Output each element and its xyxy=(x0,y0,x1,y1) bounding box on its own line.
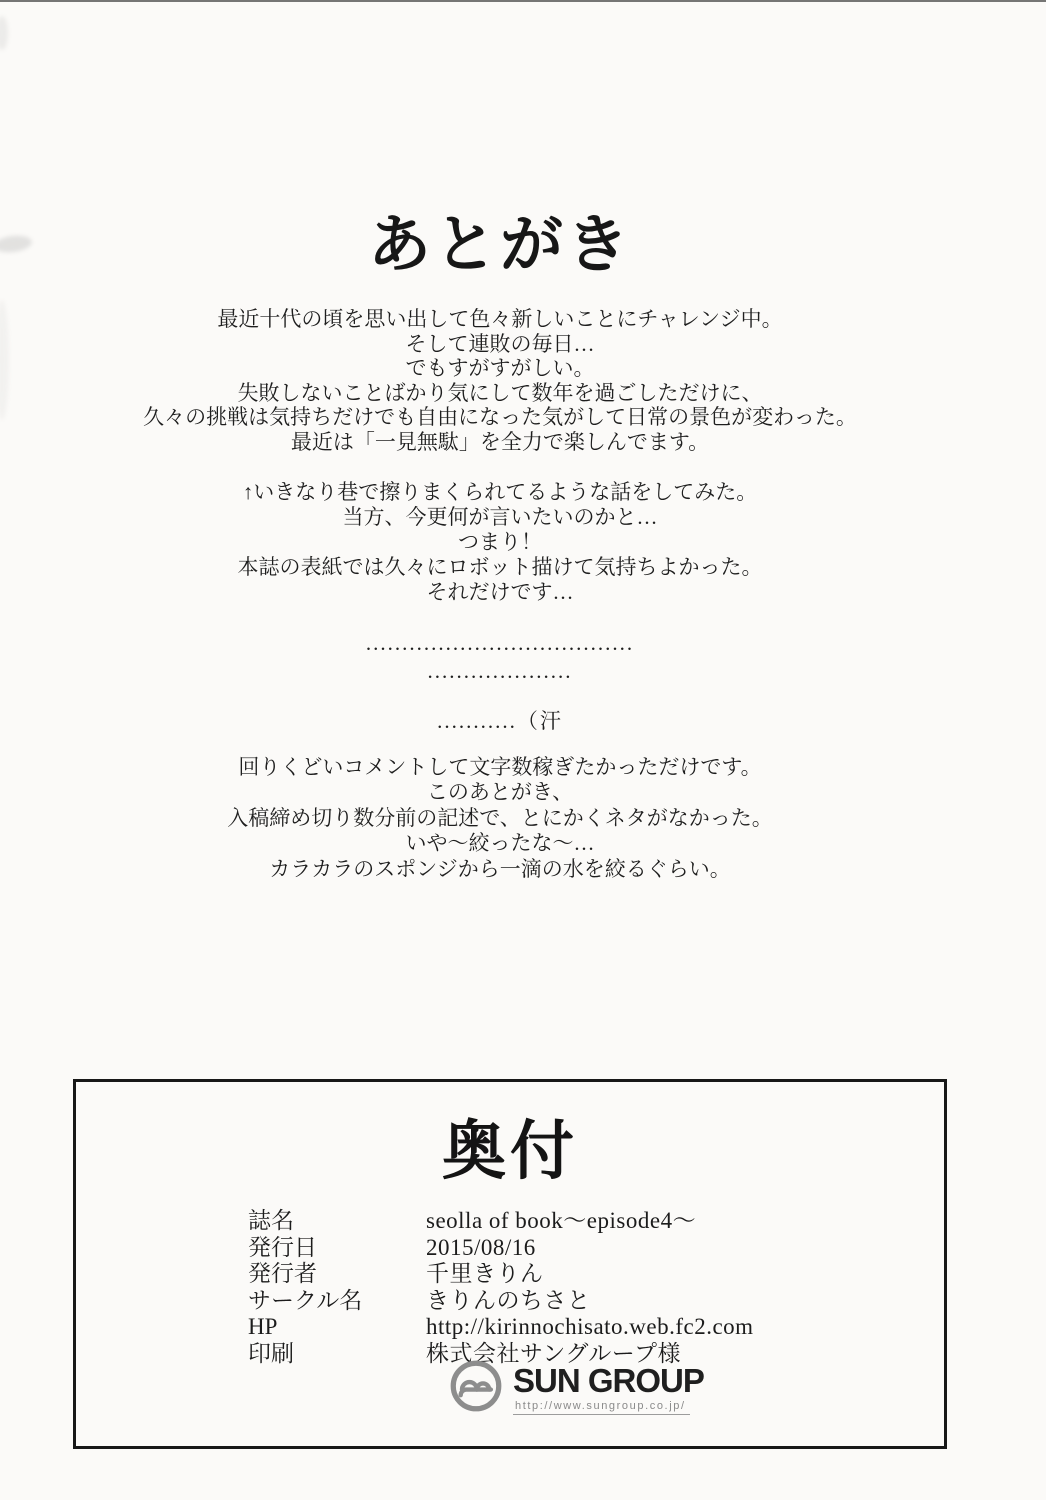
scan-artifact-top-edge xyxy=(0,0,1046,2)
colophon-box xyxy=(73,1079,947,1449)
text-line: 入稿締め切り数分前の記述で、とにかくネタがなかった。 xyxy=(227,805,773,830)
colophon-row-title xyxy=(248,1208,754,1235)
text-line: つまり！ xyxy=(458,530,542,554)
colophon-value: 2015/08/16 xyxy=(426,1234,536,1260)
dotted-line: ..................................... xyxy=(365,631,635,655)
colophon-value: 株式会社サングループ様 xyxy=(426,1340,682,1366)
sun-group-emblem-icon xyxy=(448,1358,504,1414)
scan-smudge xyxy=(0,16,8,50)
text-line: それだけです… xyxy=(426,580,574,604)
text-line: 久々の挑戦は気持ちだけでも自由になった気がして日常の景色が変わった。 xyxy=(143,405,857,430)
afterword-paragraph-1 xyxy=(0,307,1000,455)
text-line: 最近は「一見無駄」を全力で楽しんでます。 xyxy=(290,429,710,454)
colophon-label: 誌名 xyxy=(248,1208,294,1233)
dotted-line-sweat: ...........（汗 xyxy=(437,709,563,733)
colophon-label: サークル名 xyxy=(248,1287,363,1313)
text-line: そして連敗の毎日… xyxy=(405,331,595,356)
colophon-row-homepage xyxy=(248,1314,754,1341)
sun-group-logo-text xyxy=(513,1358,704,1415)
colophon-label: 発行者 xyxy=(248,1261,317,1287)
colophon-row-publisher xyxy=(248,1261,754,1288)
text-line: カラカラのスポンジから一滴の水を絞るぐらい。 xyxy=(269,856,731,881)
text-line: 回りくどいコメントして文字数稼ぎたかっただけです。 xyxy=(238,755,762,779)
text-line: 本誌の表紙では久々にロボット描けて気持ちよかった。 xyxy=(237,555,763,579)
afterword-paragraph-2 xyxy=(0,480,1000,605)
text-line: 当方、今更何が言いたいのかと… xyxy=(342,505,658,529)
text-line: このあとがき、 xyxy=(426,780,574,805)
text-line: いや～絞ったな～… xyxy=(405,831,595,856)
colophon-table xyxy=(248,1208,754,1368)
colophon-value: きりんのちさと xyxy=(426,1287,591,1313)
text-line: 失敗しないことばかり気にして数年を過ごしただけに、 xyxy=(237,380,763,405)
sun-group-wordmark: SUN GROUP xyxy=(513,1362,704,1399)
colophon-title: 奥付 xyxy=(442,1116,578,1187)
colophon-label: 発行日 xyxy=(248,1234,317,1260)
colophon-value: http://kirinnochisato.web.fc2.com xyxy=(426,1314,754,1340)
ellipsis-lines xyxy=(0,629,1000,735)
colophon-value: seolla of book～episode4～ xyxy=(426,1208,697,1233)
colophon-label: 印刷 xyxy=(248,1340,294,1366)
colophon-value: 千里きりん xyxy=(426,1261,544,1287)
text-line: ↑いきなり巷で擦りまくられてるような話をしてみた。 xyxy=(242,480,758,504)
text-line: でもすがすがしい。 xyxy=(405,356,595,381)
colophon-label: HP xyxy=(248,1314,278,1340)
sun-group-url: http://www.sungroup.co.jp/ xyxy=(513,1400,690,1415)
text-line: 最近十代の頃を思い出して色々新しいことにチャレンジ中。 xyxy=(217,307,783,331)
sun-group-logo xyxy=(448,1358,704,1415)
dotted-line: .................... xyxy=(427,659,573,683)
colophon-row-circle xyxy=(248,1288,754,1315)
afterword-paragraph-3 xyxy=(0,755,1000,882)
afterword-title: あとがき xyxy=(368,210,632,281)
colophon-row-publish-date xyxy=(248,1235,754,1262)
